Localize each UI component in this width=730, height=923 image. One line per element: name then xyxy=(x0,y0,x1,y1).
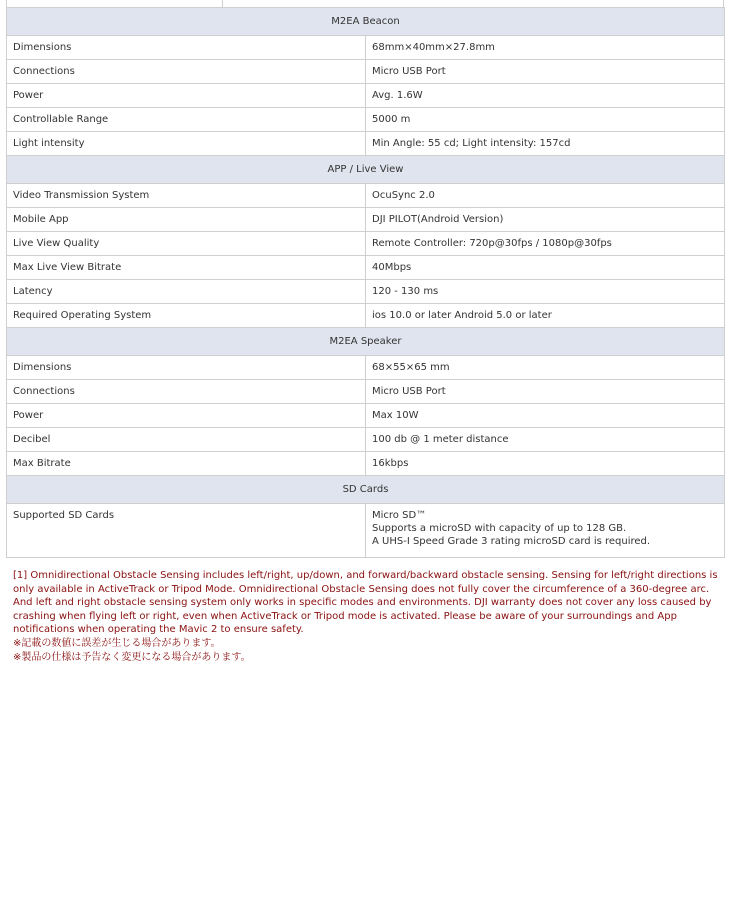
spec-label: Max Bitrate xyxy=(7,452,366,476)
spec-value-line: Supports a microSD with capacity of up to 128 GB. xyxy=(372,523,627,534)
spec-label: Dimensions xyxy=(7,36,366,60)
table-row xyxy=(7,428,725,452)
section-title: SD Cards xyxy=(7,476,725,504)
spec-value: Remote Controller: 720p@30fps / 1080p@30fps xyxy=(366,232,725,256)
table-row xyxy=(7,304,725,328)
table-row xyxy=(7,404,725,428)
table-row xyxy=(7,132,725,156)
table-row xyxy=(7,108,725,132)
spec-value: 68×55×65 mm xyxy=(366,356,725,380)
spec-value: Avg. 1.6W xyxy=(366,84,725,108)
spec-value-line: A UHS-I Speed Grade 3 rating microSD card is required. xyxy=(372,536,651,547)
spec-label: Controllable Range xyxy=(7,108,366,132)
spec-value: 100 db @ 1 meter distance xyxy=(366,428,725,452)
spec-label: Power xyxy=(7,84,366,108)
spec-value-multiline xyxy=(366,504,725,558)
table-row xyxy=(7,84,725,108)
spec-value: DJI PILOT(Android Version) xyxy=(366,208,725,232)
spec-label: Supported SD Cards xyxy=(7,504,366,558)
spec-label: Video Transmission System xyxy=(7,184,366,208)
spec-value: 68mm×40mm×27.8mm xyxy=(366,36,725,60)
spec-label: Light intensity xyxy=(7,132,366,156)
spec-value-line: Micro SD™ xyxy=(372,510,427,521)
spec-label: Required Operating System xyxy=(7,304,366,328)
table-row xyxy=(7,380,725,404)
section-title: M2EA Speaker xyxy=(7,328,725,356)
section-header-beacon xyxy=(7,8,725,36)
spec-label: Power xyxy=(7,404,366,428)
footnotes xyxy=(13,569,719,664)
spec-value: Micro USB Port xyxy=(366,380,725,404)
stub-right-cell xyxy=(222,0,724,7)
spec-value: Min Angle: 55 cd; Light intensity: 157cd xyxy=(366,132,725,156)
table-row xyxy=(7,504,725,558)
table-row xyxy=(7,256,725,280)
spec-label: Max Live View Bitrate xyxy=(7,256,366,280)
spec-label: Latency xyxy=(7,280,366,304)
section-header-speaker xyxy=(7,328,725,356)
section-title: APP / Live View xyxy=(7,156,725,184)
footnote-value-error: ※記載の数値に誤差が生じる場合があります。 xyxy=(13,637,221,649)
spec-value: 120 - 130 ms xyxy=(366,280,725,304)
spec-value: Max 10W xyxy=(366,404,725,428)
table-row xyxy=(7,208,725,232)
spec-value: 40Mbps xyxy=(366,256,725,280)
table-row xyxy=(7,452,725,476)
spec-value: OcuSync 2.0 xyxy=(366,184,725,208)
spec-table xyxy=(6,7,725,558)
spec-value: 16kbps xyxy=(366,452,725,476)
spec-label: Connections xyxy=(7,380,366,404)
table-row xyxy=(7,60,725,84)
table-row xyxy=(7,36,725,60)
table-row xyxy=(7,356,725,380)
table-row xyxy=(7,232,725,256)
footnote-obstacle-sensing: [1] Omnidirectional Obstacle Sensing includes left/right, up/down, and forward/backward obstacle sensing. Sensing for left/right directions is only available in ActiveTrack or Tripod Mode. Omnidirectional Obstacle Sensing does not fully cover the circumference of a 360-degree arc. And left and right obstacle sensing system only works in specific modes and environments. DJI warranty does not cover any loss caused by crashing when flying left or right, even when ActiveTrack or Tripod mode is activated. Please be aware of your surroundings and App notifications when operating the Mavic 2 to ensure safety. xyxy=(13,570,718,636)
spec-label: Dimensions xyxy=(7,356,366,380)
table-row xyxy=(7,280,725,304)
spec-label: Decibel xyxy=(7,428,366,452)
footnote-spec-change: ※製品の仕様は予告なく変更になる場合があります。 xyxy=(13,651,251,663)
section-title: M2EA Beacon xyxy=(7,8,725,36)
spec-value: Micro USB Port xyxy=(366,60,725,84)
spec-label: Mobile App xyxy=(7,208,366,232)
spec-label: Live View Quality xyxy=(7,232,366,256)
section-header-sd-cards xyxy=(7,476,725,504)
stub-left-cell xyxy=(6,0,223,7)
spec-value: 5000 m xyxy=(366,108,725,132)
table-row xyxy=(7,184,725,208)
spec-value: ios 10.0 or later Android 5.0 or later xyxy=(366,304,725,328)
section-header-app-live-view xyxy=(7,156,725,184)
spec-label: Connections xyxy=(7,60,366,84)
table-top-stub xyxy=(6,0,724,7)
